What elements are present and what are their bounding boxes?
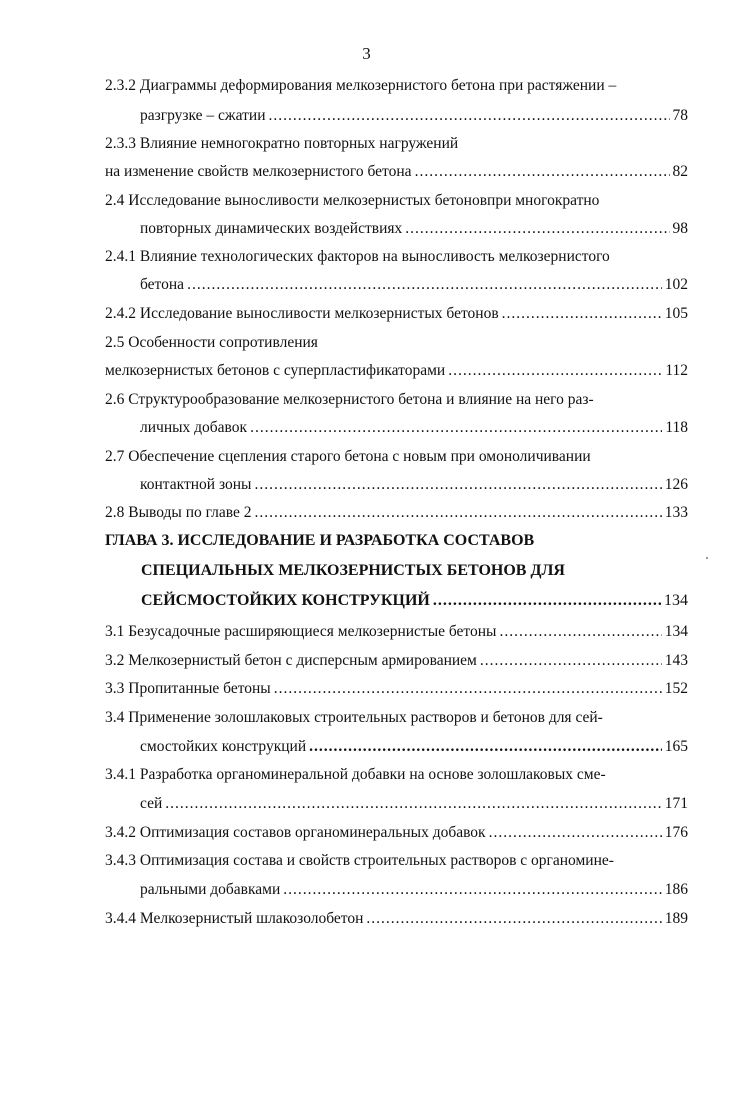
toc-entry-title-cont: мелкозернистых бетонов с суперпластификаторами — [105, 362, 446, 379]
chapter-title: ГЛАВА 3. ИССЛЕДОВАНИЕ И РАЗРАБОТКА СОСТАВОВ — [105, 532, 535, 549]
toc-entry-title-cont: бетона — [140, 276, 185, 293]
toc-entry-2-4 — [0, 191, 733, 211]
toc-page-number: 165 — [664, 738, 688, 755]
toc-entry-2-3-3 — [0, 134, 733, 154]
toc-entry-title: 3.4.3 Оптимизация состава и свойств строительных растворов с органомине- — [105, 852, 614, 869]
leader-dots — [499, 622, 661, 642]
leader-dots — [502, 304, 662, 324]
toc-entry-2-4-1 — [0, 247, 733, 267]
toc-entry-title: 2.8 Выводы по главе 2 — [105, 504, 252, 521]
leader-dots — [268, 106, 669, 126]
leader-dots — [165, 794, 662, 814]
toc-entry-2-7 — [0, 447, 733, 467]
toc-entry-2-5 — [0, 333, 733, 353]
leader-dots — [255, 503, 662, 523]
toc-entry-2-3-2 — [0, 76, 733, 96]
toc-entry-3-4-3-cont — [140, 880, 688, 900]
toc-entry-title-cont: повторных динамических воздействиях — [140, 220, 403, 237]
toc-entry-3-1 — [105, 622, 688, 642]
toc-page-number: 134 — [664, 623, 688, 640]
leader-dots — [283, 880, 661, 900]
toc-entry-title: 2.3.2 Диаграммы деформирования мелкозернистого бетона при растяжении – — [105, 77, 617, 94]
toc-entry-2-3-3-cont — [105, 162, 688, 182]
toc-entry-3-4-1-cont — [140, 794, 688, 814]
toc-entry-title-cont: на изменение свойств мелкозернистого бетона — [105, 163, 412, 180]
toc-entry-3-4-cont — [140, 737, 688, 757]
toc-entry-3-2 — [105, 651, 688, 671]
toc-entry-3-4 — [0, 708, 733, 728]
toc-page-number: 134 — [664, 592, 688, 609]
toc-page-number: 152 — [664, 680, 688, 697]
toc-entry-title: 2.3.3 Влияние немногократно повторных нагружений — [105, 135, 459, 152]
page-number: 3 — [362, 44, 371, 63]
toc-entry-title: 3.4.4 Мелкозернистый шлакозолобетон — [105, 910, 364, 927]
leader-dots — [415, 162, 670, 182]
toc-page-number: 98 — [672, 220, 688, 237]
toc-entry-title: 2.5 Особенности сопротивления — [105, 334, 318, 351]
scan-artifact — [706, 557, 708, 559]
leader-dots — [309, 737, 662, 757]
toc-page-number: 112 — [665, 362, 688, 379]
leader-dots — [405, 219, 669, 239]
toc-entry-2-5-cont — [105, 361, 688, 381]
toc-chapter-3-cont2 — [141, 591, 688, 611]
leader-dots — [250, 418, 662, 438]
toc-entry-title: 2.6 Структурообразование мелкозернистого бетона и влияние на него раз- — [105, 391, 594, 408]
toc-entry-2-4-cont — [140, 219, 688, 239]
toc-entry-2-3-2-cont — [140, 106, 688, 126]
toc-entry-title-cont: ральными добавками — [140, 881, 281, 898]
toc-entry-title: 3.3 Пропитанные бетоны — [105, 680, 271, 697]
toc-entry-title: 2.4.1 Влияние технологических факторов на выносливость мелкозернистого — [105, 248, 610, 265]
chapter-title-cont: СЕЙСМОСТОЙКИХ КОНСТРУКЦИЙ — [141, 592, 430, 609]
toc-entry-title: 3.4.2 Оптимизация составов органоминеральных добавок — [105, 824, 486, 841]
toc-page-number: 126 — [664, 476, 688, 493]
toc-page-number: 186 — [664, 881, 688, 898]
toc-page-number: 171 — [664, 795, 688, 812]
toc-entry-3-4-1 — [0, 765, 733, 785]
toc-entry-title-cont: личных добавок — [140, 419, 248, 436]
leader-dots — [480, 651, 662, 671]
toc-chapter-3 — [0, 531, 733, 551]
leader-dots — [433, 591, 661, 611]
toc-page-number: 82 — [672, 163, 688, 180]
toc-page-number: 189 — [664, 910, 688, 927]
toc-page-number: 105 — [664, 305, 688, 322]
toc-entry-title: 3.4.1 Разработка органоминеральной добавки на основе золошлаковых сме- — [105, 766, 606, 783]
toc-entry-3-4-2 — [105, 823, 688, 843]
toc-entry-2-6 — [0, 390, 733, 410]
leader-dots — [489, 823, 662, 843]
toc-entry-title: 2.7 Обеспечение сцепления старого бетона с новым при омоноличивании — [105, 448, 591, 465]
toc-entry-title: 2.4.2 Исследование выносливости мелкозернистых бетонов — [105, 305, 499, 322]
leader-dots — [254, 475, 661, 495]
toc-entry-2-6-cont — [140, 418, 688, 438]
toc-page-number: 176 — [664, 824, 688, 841]
toc-entry-2-7-cont — [140, 475, 688, 495]
toc-entry-2-8 — [105, 503, 688, 523]
leader-dots — [366, 909, 661, 929]
toc-page-number: 133 — [664, 504, 688, 521]
toc-chapter-3-cont — [0, 561, 733, 581]
leader-dots — [187, 275, 662, 295]
chapter-title-cont: СПЕЦИАЛЬНЫХ МЕЛКОЗЕРНИСТЫХ БЕТОНОВ ДЛЯ — [141, 562, 565, 579]
toc-entry-title: 3.4 Применение золошлаковых строительных растворов и бетонов для сей- — [105, 709, 603, 726]
toc-entry-title-cont: разгрузке – сжатии — [140, 107, 266, 124]
toc-page-number: 102 — [664, 276, 688, 293]
toc-entry-3-4-4 — [105, 909, 688, 929]
toc-entry-3-3 — [105, 679, 688, 699]
toc-entry-3-4-3 — [0, 851, 733, 871]
toc-page-number: 118 — [665, 419, 688, 436]
toc-entry-title: 3.2 Мелкозернистый бетон с дисперсным армированием — [105, 652, 477, 669]
leader-dots — [274, 679, 662, 699]
toc-entry-title-cont: контактной зоны — [140, 476, 252, 493]
toc-entry-2-4-2 — [105, 304, 688, 324]
toc-entry-title-cont: сей — [140, 795, 163, 812]
toc-entry-title: 3.1 Безусадочные расширяющиеся мелкозернистые бетоны — [105, 623, 497, 640]
toc-entry-title-cont: смостойких конструкций — [140, 738, 307, 755]
leader-dots — [448, 361, 662, 381]
toc-page-number: 143 — [664, 652, 688, 669]
toc-entry-title: 2.4 Исследование выносливости мелкозернистых бетоновпри многократно — [105, 192, 600, 209]
toc-page-number: 78 — [672, 107, 688, 124]
toc-entry-2-4-1-cont — [140, 275, 688, 295]
